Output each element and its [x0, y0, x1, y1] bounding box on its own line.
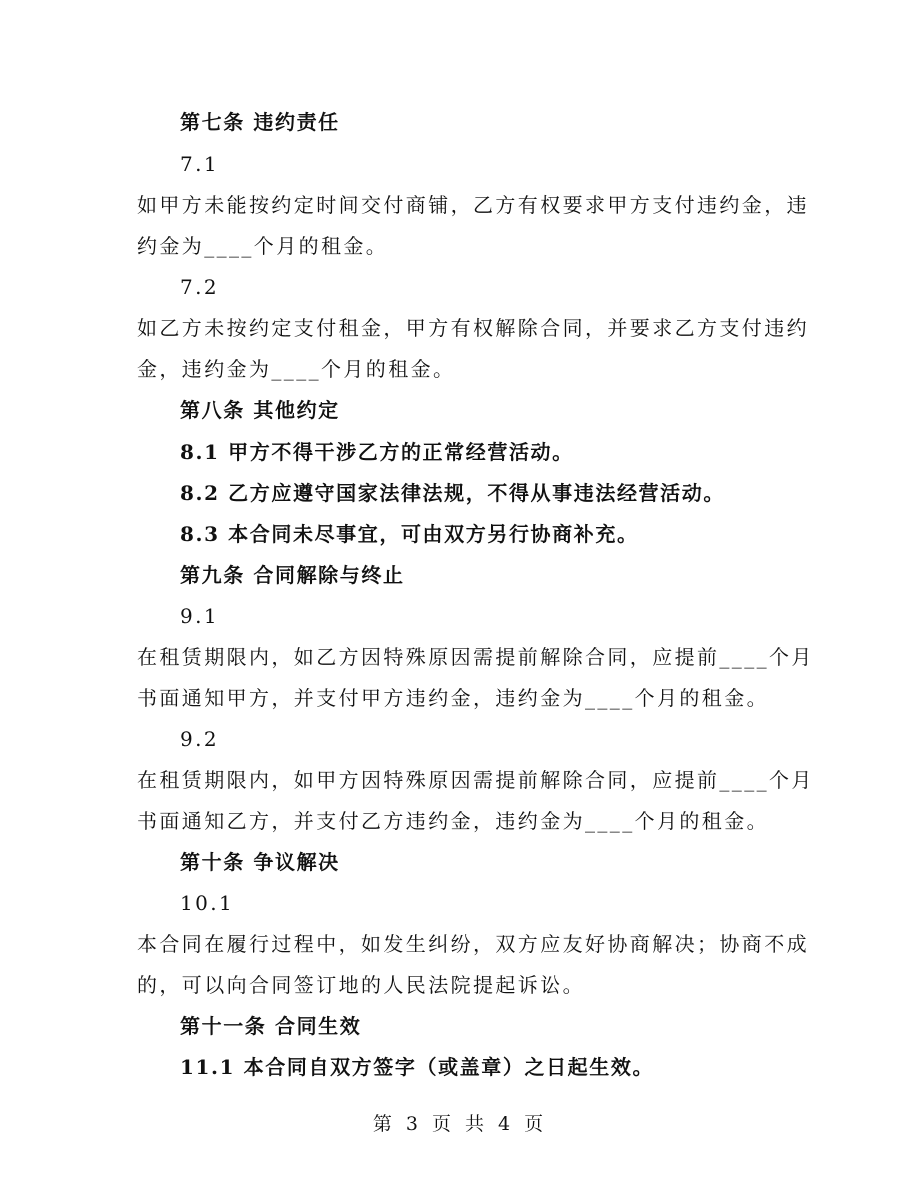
clause-9-1-text-line-1: 在租赁期限内，如乙方因特殊原因需提前解除合同，应提前____个月: [137, 645, 814, 669]
clause-9-2-text-line-2: 书面通知乙方，并支付乙方违约金，违约金为____个月的租金。: [137, 809, 769, 833]
clause-8-2: 8.2 乙方应遵守国家法律法规，不得从事违法经营活动。: [180, 481, 725, 505]
clause-10-1-text-line-2: 的，可以向合同签订地的人民法院提起诉讼。: [137, 973, 585, 997]
clause-7-1-number: 7.1: [180, 152, 220, 176]
clause-7-1-text-line-2: 约金为____个月的租金。: [137, 234, 389, 258]
clause-11-1: 11.1 本合同自双方签字（或盖章）之日起生效。: [180, 1055, 655, 1079]
article-11-heading: 第十一条 合同生效: [180, 1014, 362, 1038]
clause-8-1: 8.1 甲方不得干涉乙方的正常经营活动。: [180, 440, 574, 464]
clause-9-1-number: 9.1: [180, 604, 220, 628]
clause-9-2-number: 9.2: [180, 727, 220, 751]
article-9-heading: 第九条 合同解除与终止: [180, 563, 405, 587]
article-8-heading: 第八条 其他约定: [180, 398, 340, 422]
page-number-footer: 第 3 页 共 4 页: [372, 1113, 548, 1135]
clause-7-1-text-line-1: 如甲方未能按约定时间交付商铺，乙方有权要求甲方支付违约金，违: [137, 193, 809, 217]
clause-10-1-text-line-1: 本合同在履行过程中，如发生纠纷，双方应友好协商解决；协商不成: [137, 932, 809, 956]
clause-10-1-number: 10.1: [180, 891, 235, 915]
clause-9-2-text-line-1: 在租赁期限内，如甲方因特殊原因需提前解除合同，应提前____个月: [137, 768, 814, 792]
article-10-heading: 第十条 争议解决: [180, 850, 340, 874]
article-7-heading: 第七条 违约责任: [180, 110, 340, 134]
clause-9-1-text-line-2: 书面通知甲方，并支付甲方违约金，违约金为____个月的租金。: [137, 686, 769, 710]
clause-8-3: 8.3 本合同未尽事宜，可由双方另行协商补充。: [180, 522, 639, 546]
clause-7-2-text-line-1: 如乙方未按约定支付租金，甲方有权解除合同，并要求乙方支付违约: [137, 316, 809, 340]
clause-7-2-text-line-2: 金，违约金为____个月的租金。: [137, 357, 456, 381]
clause-7-2-number: 7.2: [180, 275, 220, 299]
